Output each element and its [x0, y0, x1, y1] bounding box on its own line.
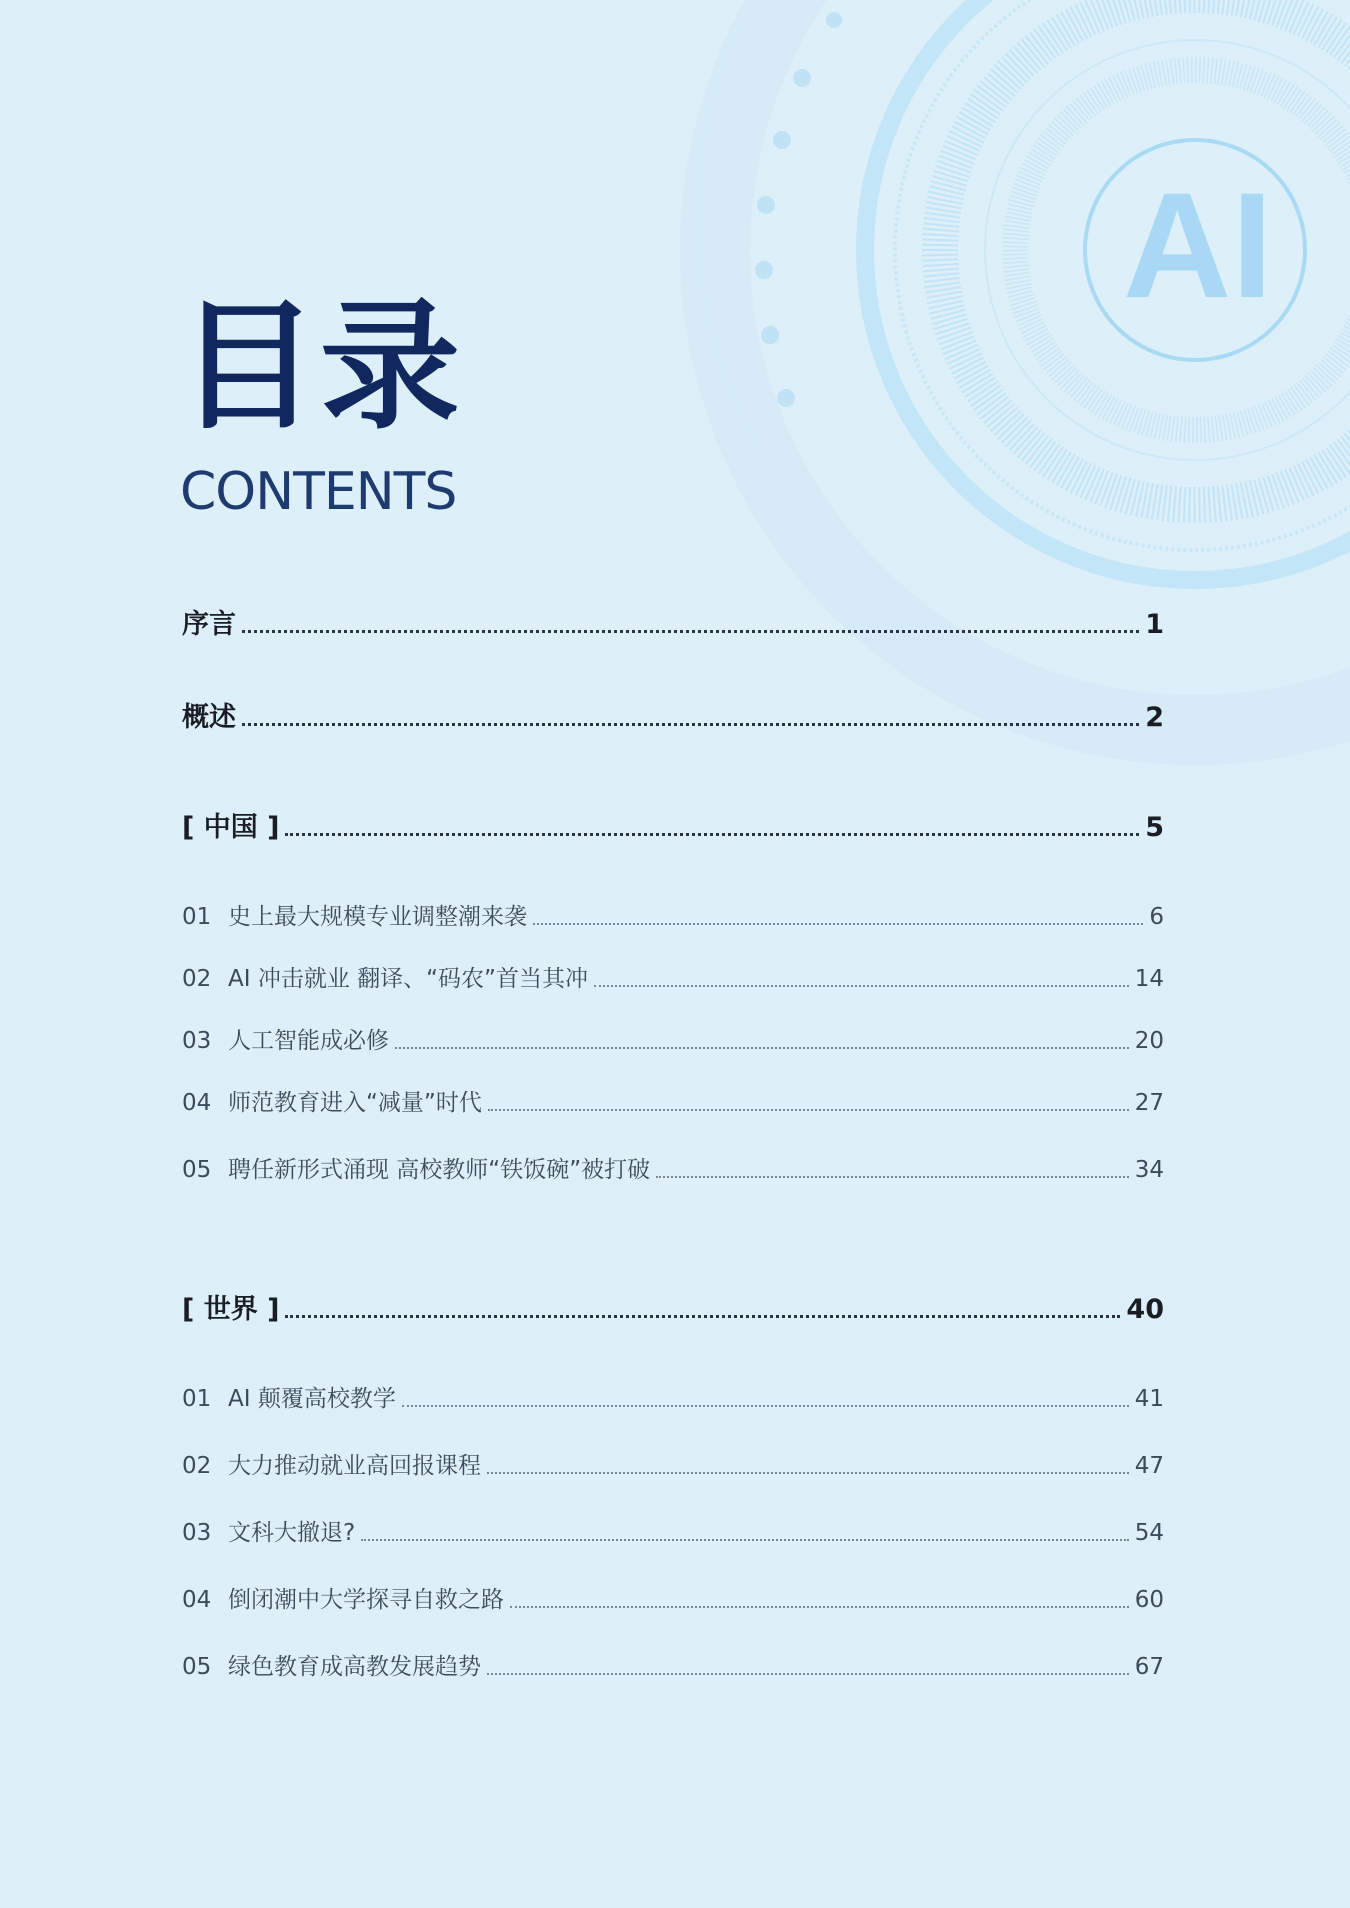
dot-leader: [402, 1403, 1129, 1407]
toc-item-page: 34: [1134, 1157, 1164, 1183]
toc-item-title: AI 颠覆高校教学: [228, 1386, 396, 1412]
toc-item-world-04[interactable]: [182, 1581, 1164, 1614]
dot-leader: [361, 1537, 1129, 1541]
toc-item-number: 04: [182, 1587, 212, 1613]
toc-entry-title: 概述: [182, 702, 236, 733]
dot-leader: [285, 1313, 1120, 1318]
dot-leader: [395, 1045, 1129, 1049]
toc-item-page: 6: [1149, 904, 1164, 930]
toc-section-china[interactable]: [182, 805, 1164, 844]
toc-item-page: 47: [1134, 1453, 1164, 1479]
dot-leader: [510, 1604, 1129, 1608]
dot-leader: [487, 1470, 1129, 1474]
toc-item-title: 大力推动就业高回报课程: [228, 1453, 481, 1479]
toc-item-world-05[interactable]: [182, 1648, 1164, 1681]
toc-item-title: 倒闭潮中大学探寻自救之路: [228, 1587, 504, 1613]
dot-leader: [533, 921, 1143, 925]
toc-item-china-01[interactable]: [182, 898, 1164, 931]
toc-entry-preface[interactable]: [182, 602, 1164, 641]
toc-item-page: 20: [1134, 1028, 1164, 1054]
toc-entry-title: 序言: [182, 609, 236, 640]
toc-item-page: 54: [1134, 1520, 1164, 1546]
toc-item-title: 聘任新形式涌现 高校教师“铁饭碗”被打破: [228, 1157, 651, 1183]
toc-section-page: 40: [1126, 1294, 1164, 1325]
page-subtitle: CONTENTS: [180, 462, 457, 522]
toc-item-number: 02: [182, 966, 212, 992]
dot-leader: [242, 721, 1139, 726]
toc-section-world[interactable]: [182, 1287, 1164, 1326]
dot-leader: [656, 1174, 1129, 1178]
toc-item-title: 史上最大规模专业调整潮来袭: [228, 904, 527, 930]
ai-badge-text: AI: [1123, 161, 1273, 329]
toc-item-china-02[interactable]: [182, 960, 1164, 993]
toc-item-title: 文科大撤退?: [228, 1520, 356, 1546]
toc-item-page: 41: [1134, 1386, 1164, 1412]
dot-leader: [594, 983, 1129, 987]
toc-section-title: [ 世界 ]: [182, 1294, 280, 1325]
toc-entry-overview[interactable]: [182, 695, 1164, 734]
toc-item-number: 05: [182, 1654, 212, 1680]
toc-item-number: 05: [182, 1157, 212, 1183]
toc-section-title: [ 中国 ]: [182, 812, 280, 843]
toc-entry-page: 1: [1145, 609, 1164, 640]
toc-item-world-02[interactable]: [182, 1447, 1164, 1480]
dot-leader: [242, 628, 1139, 633]
toc-item-china-03[interactable]: [182, 1022, 1164, 1055]
dot-leader: [488, 1107, 1129, 1111]
toc-item-world-01[interactable]: [182, 1380, 1164, 1413]
toc-item-number: 01: [182, 1386, 212, 1412]
toc-item-number: 03: [182, 1520, 212, 1546]
toc-item-page: 60: [1134, 1587, 1164, 1613]
toc-item-page: 14: [1134, 966, 1164, 992]
toc-item-number: 04: [182, 1090, 212, 1116]
toc-item-page: 27: [1134, 1090, 1164, 1116]
toc-item-number: 03: [182, 1028, 212, 1054]
toc-item-title: AI 冲击就业 翻译、“码农”首当其冲: [228, 966, 588, 992]
toc-item-china-05[interactable]: [182, 1151, 1164, 1184]
toc-entry-page: 2: [1145, 702, 1164, 733]
toc-item-title: 师范教育进入“减量”时代: [228, 1090, 482, 1116]
toc-item-world-03[interactable]: [182, 1514, 1164, 1547]
toc-item-china-04[interactable]: [182, 1084, 1164, 1117]
toc-item-title: 人工智能成必修: [228, 1028, 389, 1054]
dot-leader: [285, 831, 1139, 836]
toc-item-number: 02: [182, 1453, 212, 1479]
dot-leader: [487, 1671, 1129, 1675]
toc-item-title: 绿色教育成高教发展趋势: [228, 1654, 481, 1680]
toc-item-number: 01: [182, 904, 212, 930]
page-title: 目录: [178, 286, 463, 449]
toc-section-page: 5: [1145, 812, 1164, 843]
toc-item-page: 67: [1134, 1654, 1164, 1680]
